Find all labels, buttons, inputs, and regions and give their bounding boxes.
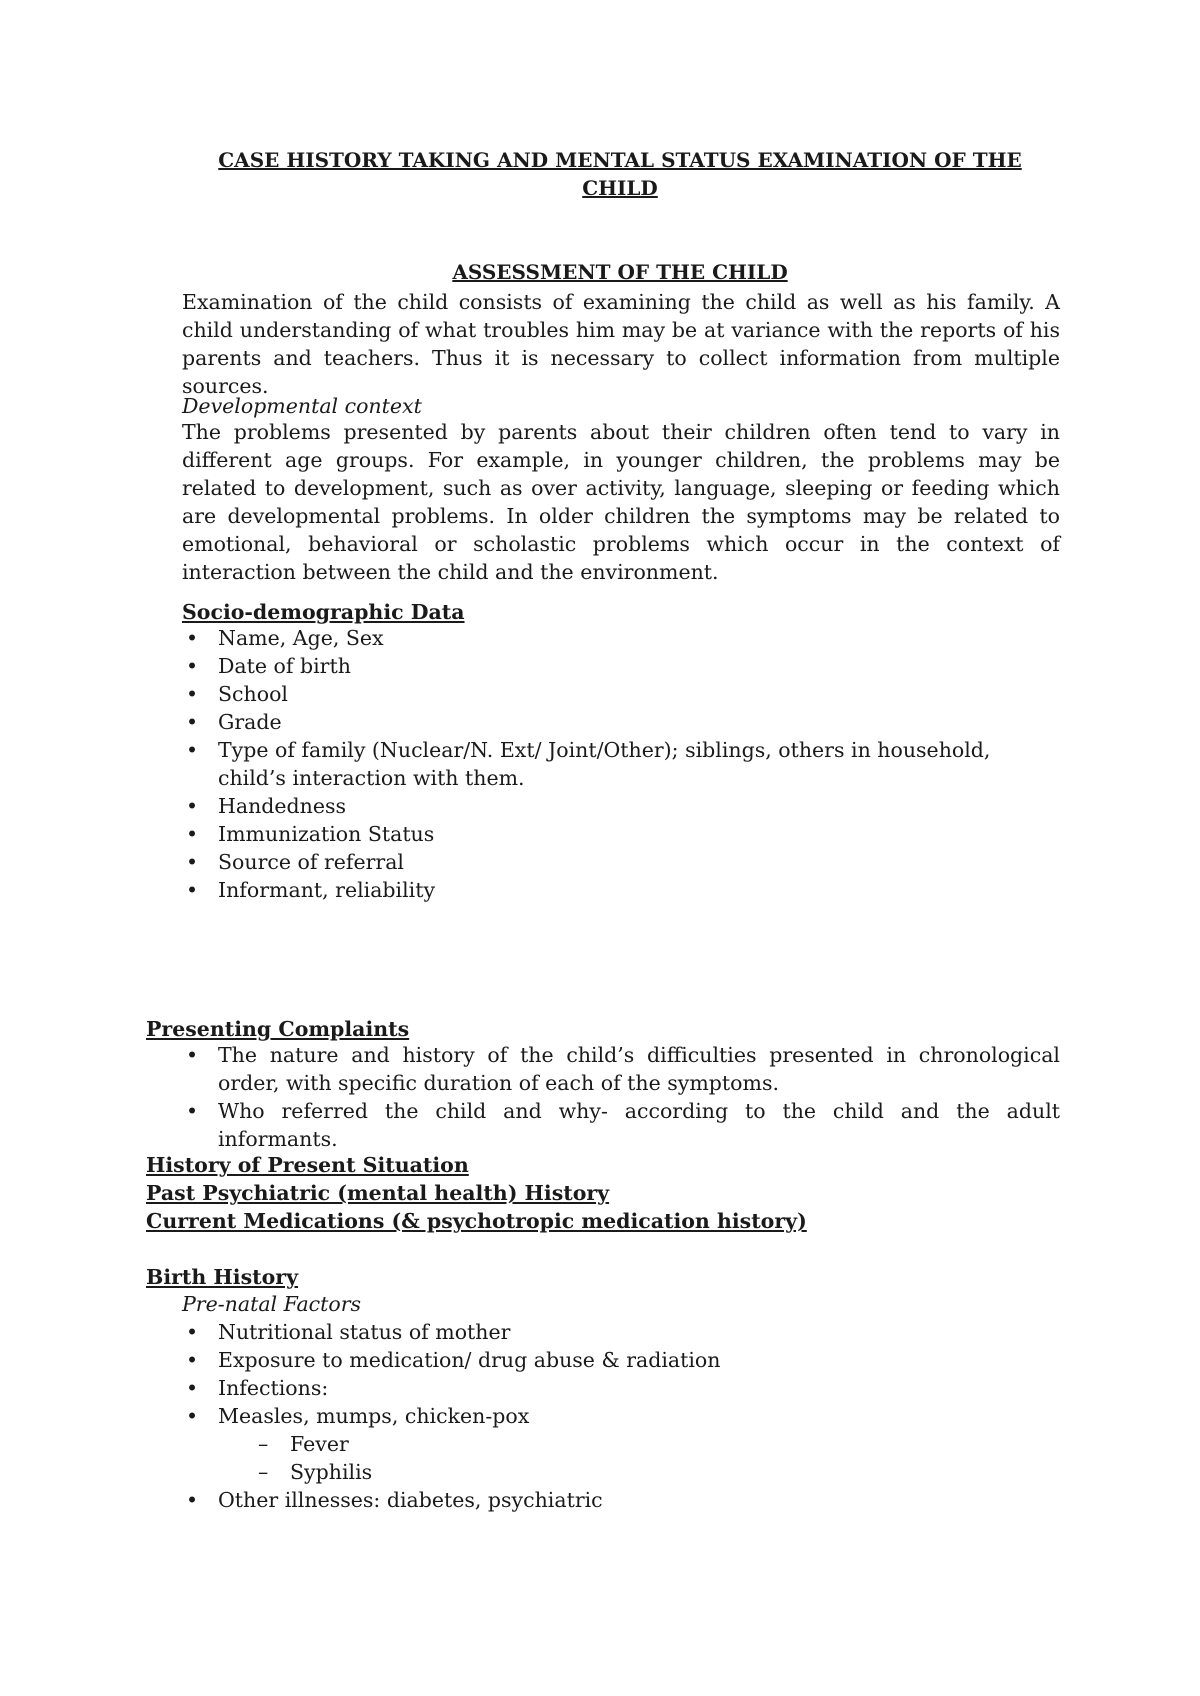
complaints-list [182, 1041, 1060, 1153]
document-title: CASE HISTORY TAKING AND MENTAL STATUS EXAMINATION OF THE CHILD [218, 148, 1022, 200]
developmental-heading: Developmental context [182, 394, 422, 418]
socio-list [182, 624, 1060, 904]
list-item: • Date of birth [182, 652, 1060, 680]
list-item: • Grade [182, 708, 1060, 736]
infection-sublist [182, 1430, 1060, 1486]
past-psychiatric-heading: Past Psychiatric (mental health) History [146, 1181, 610, 1205]
prenatal-list-continued [182, 1486, 1060, 1514]
list-item: • Name, Age, Sex [182, 624, 1060, 652]
developmental-paragraph: The problems presented by parents about their children often tend to vary in different age groups. For example, in younger children, the problems may be related to development, such as over activity, language, sleeping or feeding which are developmental problems. In older children the symptoms may be related to emotional, behavioral or scholastic problems which occur in the context of interaction between the child and the environment. [182, 420, 1060, 584]
list-item: • Source of referral [182, 848, 1060, 876]
birth-history-heading: Birth History [146, 1265, 298, 1289]
prenatal-heading: Pre-natal Factors [182, 1292, 362, 1316]
sub-list-item: – Fever [182, 1430, 1060, 1458]
list-item: • School [182, 680, 1060, 708]
list-item: • Other illnesses: diabetes, psychiatric [182, 1486, 1060, 1514]
socio-heading: Socio-demographic Data [182, 600, 465, 624]
list-item: • Exposure to medication/ drug abuse & radiation [182, 1346, 1060, 1374]
present-situation-heading: History of Present Situation [146, 1153, 469, 1177]
list-item: • Who referred the child and why- according to the child and the adult informants. [182, 1097, 1060, 1153]
list-item: • Measles, mumps, chicken-pox [182, 1402, 1060, 1430]
list-item: • Informant, reliability [182, 876, 1060, 904]
complaints-heading: Presenting Complaints [146, 1017, 410, 1041]
intro-paragraph: Examination of the child consists of examining the child as well as his family. A child understanding of what troubles him may be at variance with the reports of his parents and teachers. Thus it is necessary to collect information from multiple sources. [182, 290, 1060, 398]
list-item: • Infections: [182, 1374, 1060, 1402]
current-medications-heading: Current Medications (& psychotropic medication history) [146, 1209, 807, 1233]
section-title: ASSESSMENT OF THE CHILD [452, 260, 788, 284]
list-item: • Type of family (Nuclear/N. Ext/ Joint/Other); siblings, others in household, child’s interaction with them. [182, 736, 1060, 792]
list-item: • Immunization Status [182, 820, 1060, 848]
list-item: • Nutritional status of mother [182, 1318, 1060, 1346]
list-item: • The nature and history of the child’s difficulties presented in chronological order, with specific duration of each of the symptoms. [182, 1041, 1060, 1097]
sub-list-item: – Syphilis [182, 1458, 1060, 1486]
list-item: • Handedness [182, 792, 1060, 820]
prenatal-list [182, 1318, 1060, 1430]
